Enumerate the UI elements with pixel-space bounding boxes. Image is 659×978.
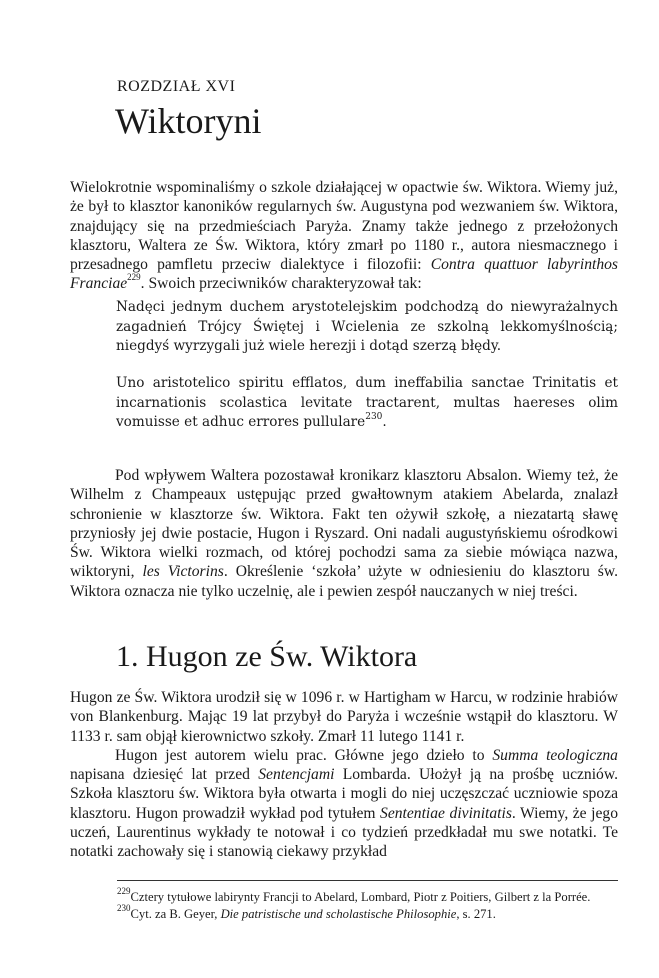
intro-text-2-tail: . Określenie ‘szkoła’ użyte w odniesieniu do klasztoru św. Wiktora oznacza nie tylko uczelnię, ale i pewien zespół nauczanych w niej treści.: [70, 563, 618, 600]
section-paragraph-2: [70, 746, 618, 862]
para-text: . Wiemy, że jego uczeń, Laurentinus wykłady te notował i co tydzień przedkładał mu swe notatki. Te notatki zachowały się i stanowią ciekawy przykład: [70, 804, 618, 861]
work-title-sententiae: Sententiae divinitatis: [380, 804, 512, 822]
para-text: Hugon jest autorem wielu prac. Główne jego dzieło to: [115, 746, 493, 764]
intro-text-tail: . Swoich przeciwników charakteryzował tak:: [140, 275, 422, 293]
quote-polish-text: Nadęci jednym duchem arystotelejskim podchodzą do niewyrażalnych zagadnień Trójcy Świętej i Wcielenia ze szkolną lekkomyślnością; niegdyś wyrzygali już wiele herezji i dotąd szerzą błędy.: [116, 299, 618, 355]
footnote-text: , s. 271.: [456, 907, 496, 921]
chapter-title: Wiktoryni: [115, 101, 262, 141]
footnote-divider: [117, 880, 618, 881]
footnote-ref-229: 229: [127, 272, 141, 283]
footnote-230: [117, 902, 618, 923]
work-title-sentencje: Sentencjami: [258, 766, 335, 784]
quote-polish: [116, 298, 618, 357]
intro-text-2: Pod wpływem Waltera pozostawał kronikarz klasztoru Absalon. Wiemy też, że Wilhelm z Champeaux ustępując przed gwałtownym atakiem Abelarda, znalazł schronienie w klasztorze św. Wiktora. Fakt ten ożywił szkołę, a niezatartą sławę przyniosły jej dwie postacie, Hugon i Ryszard. Oni nadali augustyńskiemu ośrodkowi Św. Wiktora wielki rozmach, od której pochodzi sama za siebie mówiąca nazwa, wiktoryni,: [70, 467, 618, 581]
footnote-ref-230: 230: [365, 411, 383, 422]
quote-latin: [116, 374, 618, 433]
chapter-label: ROZDZIAŁ XVI: [117, 78, 236, 95]
footnote-text: Cyt. za B. Geyer,: [130, 907, 221, 921]
para-text: Lombarda. Ułożył ją na prośbę uczniów. Szkoła klasztoru św. Wiktora była otwarta i mogli do niej uczęszczać uczniowie spoza klasztoru. Hugon prowadził wykład pod tytułem: [70, 766, 618, 822]
quote-latin-tail: .: [382, 414, 387, 431]
footnote-number: 229: [117, 885, 131, 896]
footnote-number: 230: [117, 902, 131, 913]
section-paragraphs: [70, 688, 618, 862]
italic-term: les Victorins: [142, 563, 224, 581]
work-title-summa: Summa teologiczna: [492, 746, 618, 764]
work-title-italic: Contra quattuor labyrinthos Franciae: [70, 256, 618, 293]
section-paragraph-1: Hugon ze Św. Wiktora urodził się w 1096 r. w Hartigham w Harcu, w rodzinie hrabiów von Blankenburg. Mając 19 lat przybył do Paryża i wcześnie wstąpił do klasztoru. W 1133 r. sam objął kierownictwo szkoły. Zmarł 11 lutego 1141 r.: [70, 689, 618, 745]
footnotes: [117, 885, 618, 923]
intro-paragraph-1: [70, 178, 618, 294]
quote-latin-text: Uno aristotelico spiritu efflatos, dum ineffabilia sanctae Trinitatis et incarnationis scolastica levitate tractarent, multas haereses olim vomuisse et adhuc errores pullulare: [116, 375, 618, 431]
intro-paragraph-2: [70, 466, 618, 601]
footnote-229: [117, 885, 618, 906]
section-title: 1. Hugon ze Św. Wiktora: [116, 640, 418, 673]
footnote-work-title: Die patristische und scholastische Philosophie: [220, 907, 457, 921]
para-text: napisana dziesięć lat przed: [70, 766, 259, 784]
intro-text: Wielokrotnie wspominaliśmy o szkole działającej w opactwie św. Wiktora. Wiemy już, że był to klasztor kanoników regularnych św. Augustyna pod wezwaniem św. Wiktora, znajdujący się na przedmieściach Paryża. Znamy także jednego z przełożonych klasztoru, Waltera ze Św. Wiktora, który zmarł po 1180 r., autora niesmacznego i przesadnego pamfletu przeciw dialektyce i filozofii:: [70, 179, 618, 274]
footnote-text: Cztery tytułowe labirynty Francji to Abelard, Lombard, Piotr z Poitiers, Gilbert z la Porrée.: [130, 890, 591, 904]
